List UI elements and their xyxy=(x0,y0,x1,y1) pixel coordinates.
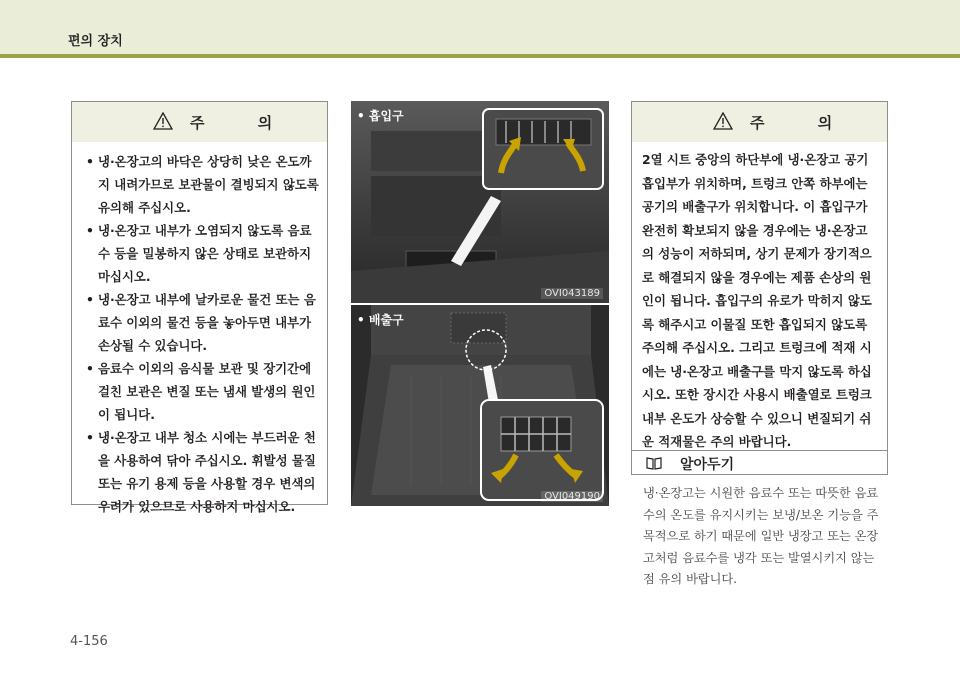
page-number: 4-156 xyxy=(70,634,108,649)
caution-title: 주 의 xyxy=(190,114,297,132)
note-box xyxy=(631,450,888,475)
book-icon xyxy=(646,456,662,470)
warning-triangle-icon xyxy=(153,112,173,130)
photo-code: OVI043189 xyxy=(541,288,603,299)
intake-photo xyxy=(351,101,609,303)
caution-item: • 냉·온장고 내부가 오염되지 않도록 음료수 등을 밀봉하지 않은 상태로 보관하지 마십시오. xyxy=(86,219,319,288)
caution-header xyxy=(632,102,887,142)
caution-header xyxy=(72,102,327,142)
photo-code: OVI049190 xyxy=(541,491,603,502)
intake-label: • 흡입구 xyxy=(357,109,404,123)
outlet-illustration xyxy=(351,305,609,506)
caution-box-right xyxy=(631,101,888,465)
warning-triangle-icon xyxy=(713,112,733,130)
section-title: 편의 장치 xyxy=(68,34,123,49)
header-rule xyxy=(0,54,960,58)
outlet-photo xyxy=(351,305,609,506)
note-body: 냉·온장고는 시원한 음료수 또는 따뜻한 음료수의 온도를 유지시키는 보냉/보온 기능을 주목적으로 하기 때문에 일반 냉장고 또는 온장고처럼 음료수를 냉각 또는 발열시키지 않는 점 유의 바랍니다. xyxy=(643,486,879,586)
caution-list xyxy=(72,142,327,518)
caution-item: • 냉·온장고 내부에 날카로운 물건 또는 음료수 이외의 물건 등을 놓아두면 내부가 손상될 수 있습니다. xyxy=(86,288,319,357)
caution-box-left xyxy=(71,101,328,514)
intake-illustration xyxy=(351,101,609,303)
caution-title: 주 의 xyxy=(750,114,857,132)
caution-item: • 냉·온장고의 바닥은 상당히 낮은 온도까지 내려가므로 보관물이 결빙되지 않도록 유의해 주십시오. xyxy=(86,150,319,219)
caution-item: • 냉·온장고 내부 청소 시에는 부드러운 천을 사용하여 닦아 주십시오. 휘발성 물질 또는 유기 용제 등을 사용할 경우 변색의 우려가 있으므로 사용하지 마십시오. xyxy=(86,426,319,518)
outlet-label: • 배출구 xyxy=(357,313,404,327)
caution-item: • 음료수 이외의 음식물 보관 및 장기간에 걸친 보관은 변질 또는 냄새 발생의 원인이 됩니다. xyxy=(86,357,319,426)
header-bar xyxy=(0,0,960,54)
note-title: 알아두기 xyxy=(680,457,735,473)
caution-body: 2열 시트 중앙의 하단부에 냉·온장고 공기 흡입부가 위치하며, 트렁크 안쪽 하부에는 공기의 배출구가 위치합니다. 이 흡입구가 완전히 확보되지 않을 경우에는 냉·온장고의 성능이 저하되며, 상기 문제가 장기적으로 해결되지 않을 경우에는 제품 손상의 원인이 됩니다. 흡입구의 유로가 막히지 않도록 해주시고 이물질 또한 흡입되지 않도록 주의해 주십시오. 그리고 트렁크에 적재 시에는 냉·온장고 배출구를 막지 않도록 하십시오. 또한 장시간 사용시 배출열로 트렁크 내부 온도가 상승할 수 있으니 변질되기 쉬운 적재물은 주의 바랍니다. xyxy=(642,152,872,449)
